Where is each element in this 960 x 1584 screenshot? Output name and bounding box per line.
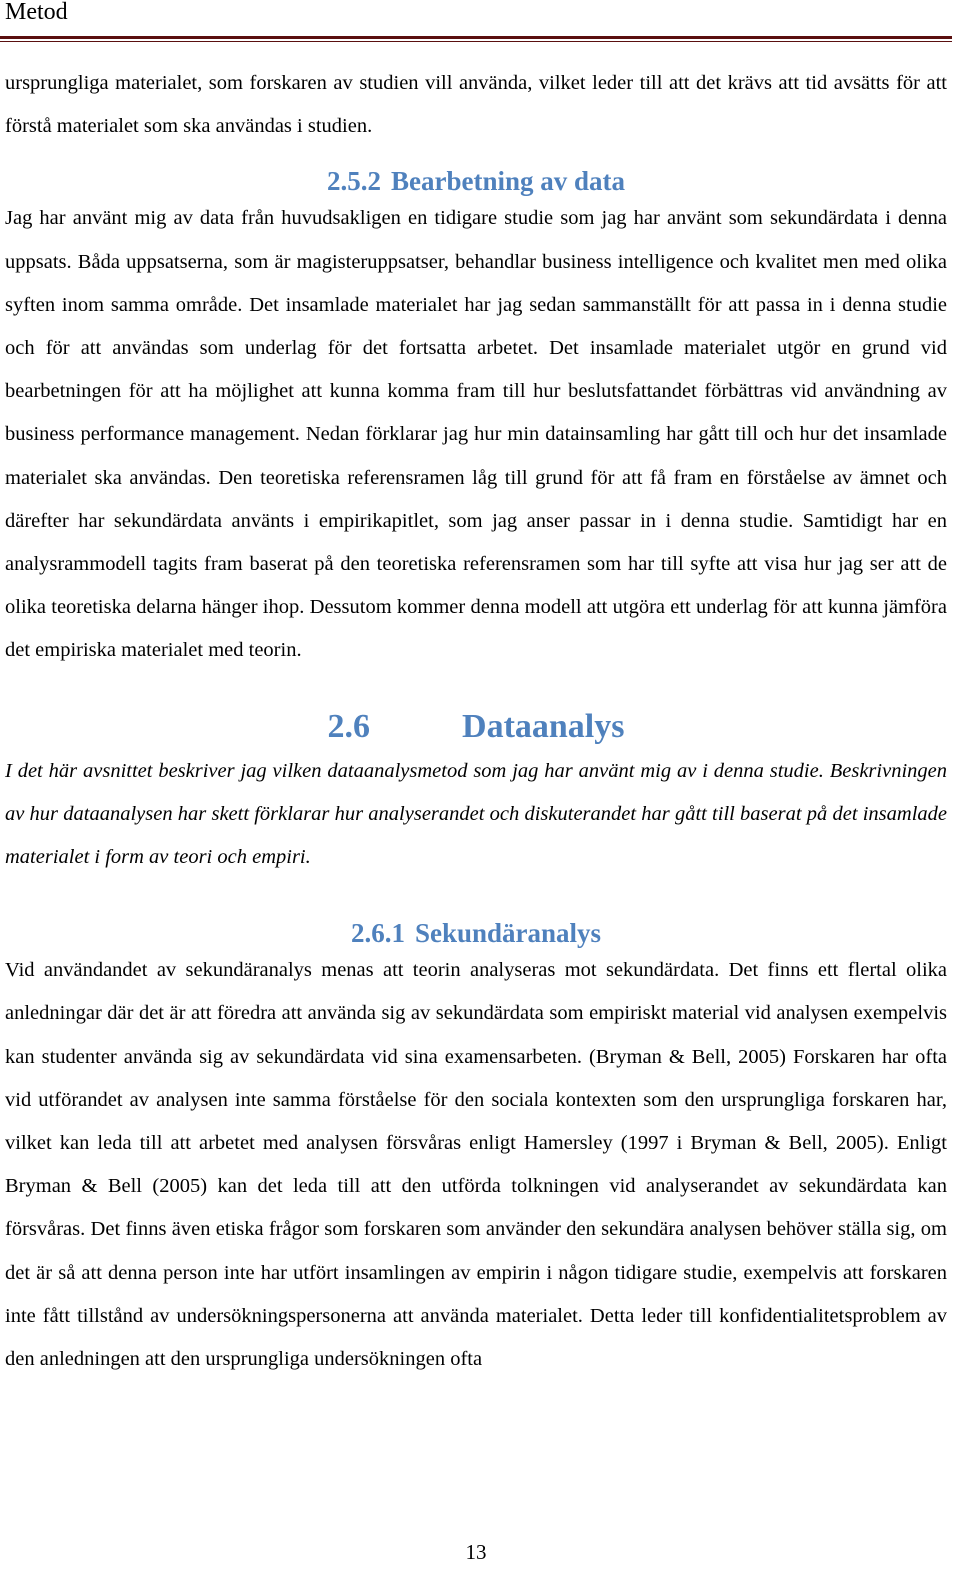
- heading-2-6: [5, 707, 947, 747]
- heading-number: 2.6: [327, 707, 371, 745]
- heading-title: Dataanalys: [462, 707, 625, 745]
- heading-number: 2.5.2: [326, 166, 381, 197]
- header-rule: [0, 36, 952, 39]
- page-body: [5, 62, 947, 1381]
- paragraph-bearbetning: Jag har använt mig av data från huvudsakligen en tidigare studie som jag har använt som sekundärdata i denna uppsats. Båda uppsatserna, som är magisteruppsatser, behandlar business intelligence och kvalitet men med olika syften inom samma område. Det insamlade materialet har jag sedan sammanställt för att passa in i denna studie och för att användas som underlag för det fortsatta arbetet. Det insamlade materialet utgör en grund vid bearbetningen för att ha möjlighet att kunna komma fram till hur beslutsfattandet förbättras vid användning av business performance management. Nedan förklarar jag hur min datainsamling har gått till och hur det insamlade materialet ska användas. Den teoretiska referensramen låg till grund för att få fram en förståelse av ämnet och därefter har sekundärdata använts i empirikapitlet, som jag anser passar in i denna studie. Samtidigt har en analysrammodell tagits fram baserat på den teoretiska referensramen som har till syfte att visa hur jag ser att de olika teoretiska delarna hänger ihop. Dessutom kommer denna modell att utgöra ett underlag för att kunna jämföra det empiriska materialet med teorin.: [5, 207, 947, 662]
- heading-2-6-1: [5, 917, 947, 950]
- heading-title: Sekundäranalys: [414, 918, 602, 949]
- page-number: 13: [465, 1540, 487, 1564]
- heading-number: 2.6.1: [350, 918, 405, 949]
- heading-2-5-2: [5, 165, 947, 198]
- running-header-title: Metod: [5, 0, 68, 25]
- paragraph-sekundaranalys: Vid användandet av sekundäranalys menas att teorin analyseras mot sekundärdata. Det finns ett flertal olika anledningar där det är att föredra att använda sig av sekundärdata som empiriskt material vid analysen exempelvis kan studenter använda sig av sekundärdata vid sina examensarbeten. (Bryman & Bell, 2005) Forskaren har ofta vid utförandet av analysen inte samma förståelse för den sociala kontexten som den ursprungliga forskaren har, vilket kan leda till att arbetet med analysen försvåras enligt Hamersley (1997 i Bryman & Bell, 2005). Enligt Bryman & Bell (2005) kan det leda till att den utförda tolkningen vid analyserandet av sekundärdata kan försvåras. Det finns även etiska frågor som forskaren som använder den sekundära analysen behöver ställa sig, om det är så att denna person inte har utfört insamlingen av empirin i någon tidigare studie, exempelvis att forskaren inte fått tillstånd av undersökningspersonerna att använda materialet. Detta leder till konfidentialitetsproblem av den anledningen att den ursprungliga undersökningen ofta: [5, 959, 947, 1371]
- heading-title: Bearbetning av data: [390, 166, 625, 197]
- header-rule-thin: [0, 41, 952, 42]
- section-intro-italic: I det här avsnittet beskriver jag vilken dataanalysmetod som jag har använt mig av i denna studie. Beskrivningen av hur dataanalysen har skett förklarar hur analyserandet och diskuterandet har gått till baserat på det insamlade materialet i form av teori och empiri.: [5, 759, 947, 869]
- continued-paragraph: ursprungliga materialet, som forskaren av studien vill använda, vilket leder till att det krävs att tid avsätts för att förstå materialet som ska användas i studien.: [5, 72, 947, 138]
